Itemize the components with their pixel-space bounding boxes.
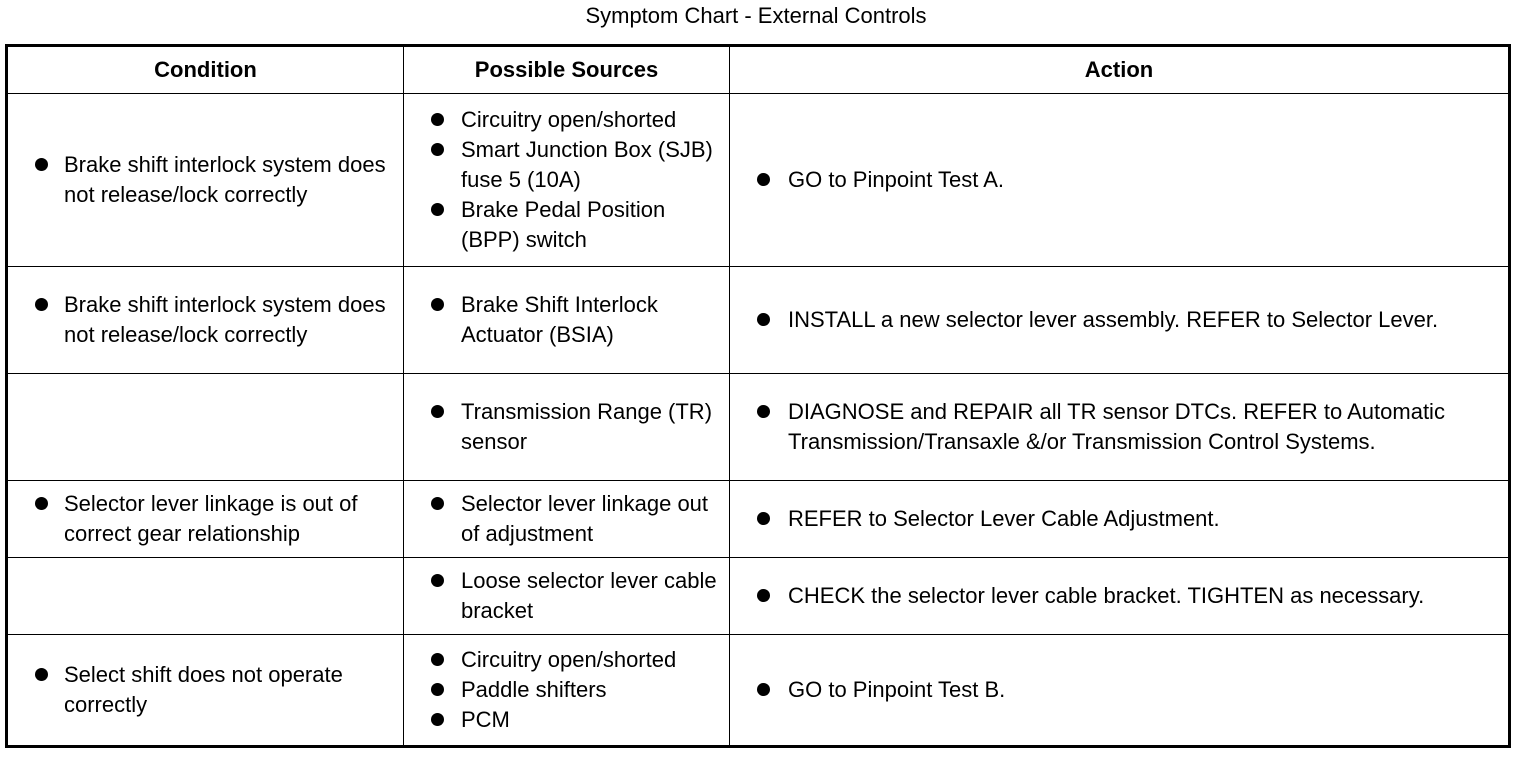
header-action: Action (730, 46, 1510, 94)
action-cell (730, 481, 1510, 558)
source-item: PCM (404, 705, 723, 735)
condition-item: Brake shift interlock system does not release/lock correctly (8, 290, 397, 350)
condition-cell (7, 635, 404, 747)
source-item: Brake Shift Interlock Actuator (BSIA) (404, 290, 723, 350)
sources-cell (404, 374, 730, 481)
action-cell (730, 267, 1510, 374)
table-row (7, 94, 1510, 267)
action-cell (730, 374, 1510, 481)
action-item: INSTALL a new selector lever assembly. REFER to Selector Lever. (730, 305, 1502, 335)
condition-cell (7, 94, 404, 267)
source-item: Circuitry open/shorted (404, 645, 723, 675)
source-item: Brake Pedal Position (BPP) switch (404, 195, 723, 255)
header-row (7, 46, 1510, 94)
sources-cell (404, 481, 730, 558)
table-row (7, 558, 1510, 635)
symptom-table (5, 44, 1511, 748)
table-row (7, 635, 1510, 747)
chart-title: Symptom Chart - External Controls (585, 3, 927, 28)
table-row (7, 267, 1510, 374)
header-condition: Condition (7, 46, 404, 94)
source-item: Paddle shifters (404, 675, 723, 705)
sources-cell (404, 558, 730, 635)
action-item: DIAGNOSE and REPAIR all TR sensor DTCs. REFER to Automatic Transmission/Transaxle &/or Transmission Control Systems. (730, 397, 1502, 457)
condition-cell-empty (7, 374, 404, 481)
source-item: Loose selector lever cable bracket (404, 566, 723, 626)
sources-cell (404, 94, 730, 267)
sources-cell (404, 635, 730, 747)
table-row (7, 481, 1510, 558)
action-cell (730, 635, 1510, 747)
action-cell (730, 558, 1510, 635)
condition-cell (7, 481, 404, 558)
action-item: GO to Pinpoint Test A. (730, 165, 1502, 195)
source-item: Selector lever linkage out of adjustment (404, 489, 723, 549)
action-item: CHECK the selector lever cable bracket. TIGHTEN as necessary. (730, 581, 1502, 611)
source-item: Transmission Range (TR) sensor (404, 397, 723, 457)
condition-item: Selector lever linkage is out of correct gear relationship (8, 489, 397, 549)
action-item: GO to Pinpoint Test B. (730, 675, 1502, 705)
condition-item: Select shift does not operate correctly (8, 660, 397, 720)
source-item: Smart Junction Box (SJB) fuse 5 (10A) (404, 135, 723, 195)
table-row (7, 374, 1510, 481)
condition-cell-empty (7, 558, 404, 635)
action-cell (730, 94, 1510, 267)
header-possible-sources: Possible Sources (404, 46, 730, 94)
action-item: REFER to Selector Lever Cable Adjustment. (730, 504, 1502, 534)
condition-cell (7, 267, 404, 374)
condition-item: Brake shift interlock system does not release/lock correctly (8, 150, 397, 210)
sources-cell (404, 267, 730, 374)
source-item: Circuitry open/shorted (404, 105, 723, 135)
